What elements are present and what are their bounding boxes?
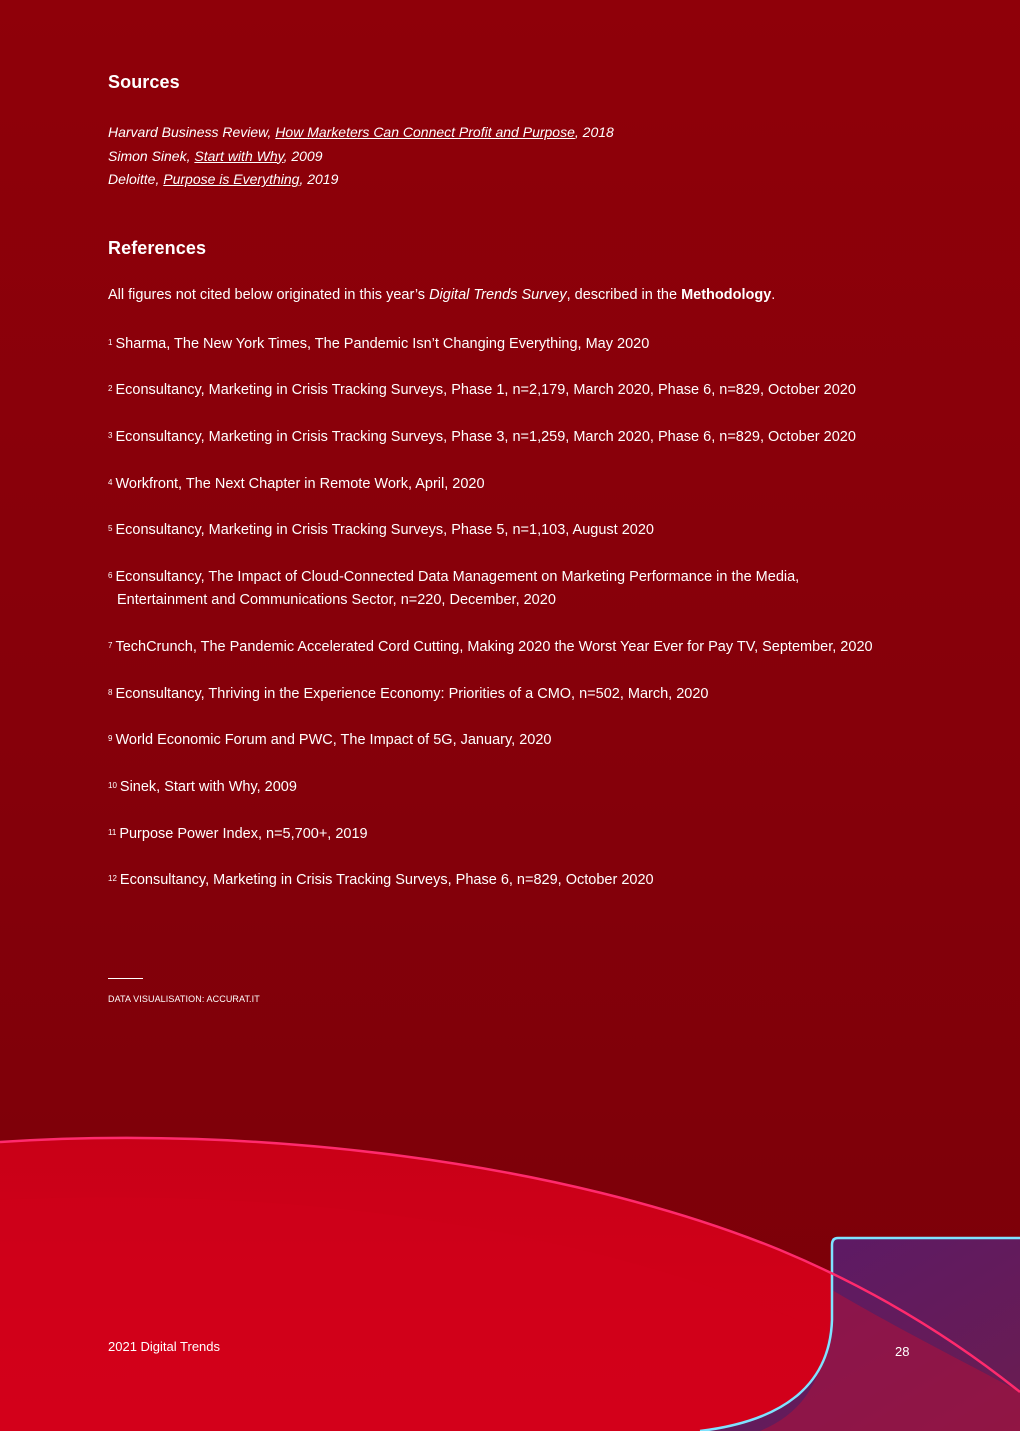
reference-item [108,333,649,356]
reference-text: Econsultancy, Marketing in Crisis Tracking Surveys, Phase 5, n=1,103, August 2020 [115,522,654,538]
footnote-number: 3 [108,431,113,440]
footnote-number: 4 [108,478,113,487]
footnote-number: 9 [108,734,113,743]
methodology-link[interactable]: Methodology [681,287,772,303]
reference-item [108,426,856,449]
reference-item [108,683,709,706]
reference-item [108,636,873,659]
reference-item [108,519,654,542]
page-number: 28 [895,1344,910,1359]
source-author: Harvard Business Review, [108,124,276,140]
credit-line: DATA VISUALISATION: ACCURAT.IT [108,994,260,1004]
source-year: , 2018 [574,124,614,140]
footer-title: 2021 Digital Trends [108,1339,221,1354]
source-link[interactable]: Purpose is Everything [163,171,300,187]
footnote-number: 11 [108,828,117,837]
sources-heading: Sources [108,72,180,92]
source-item [108,121,614,145]
reference-text: World Economic Forum and PWC, The Impact of 5G, January, 2020 [115,732,552,748]
reference-item [108,473,485,496]
references-intro [108,287,775,303]
source-year: , 2009 [283,147,323,164]
footnote-number: 10 [108,781,117,790]
sources-list [108,121,614,192]
intro-text: , described in the [566,287,682,303]
reference-item [108,776,297,799]
divider [108,978,143,979]
reference-text-continued: Entertainment and Communications Sector, n=220, December, 2020 [117,592,556,608]
source-item [108,168,614,192]
intro-text: . [771,287,776,303]
reference-item [108,869,654,892]
footnote-number: 1 [108,338,113,347]
source-item [108,145,614,169]
source-link[interactable]: How Marketers Can Connect Profit and Purpose [275,124,575,140]
intro-text: All figures not cited below originated in this year’s [108,287,430,303]
reference-item [108,823,368,846]
references-heading: References [108,238,207,258]
reference-text: Sinek, Start with Why, 2009 [119,779,297,795]
reference-item [108,566,799,612]
source-author: Deloitte, [108,171,164,187]
reference-text: Sharma, The New York Times, The Pandemic Isn’t Changing Everything, May 2020 [115,336,650,352]
footnote-number: 2 [108,384,113,393]
reference-item [108,379,856,402]
source-year: , 2019 [299,171,339,187]
reference-item [108,729,551,752]
source-link[interactable]: Start with Why [194,147,284,164]
reference-text: Econsultancy, The Impact of Cloud-Connected Data Management on Marketing Performance in the Media, [115,569,800,585]
reference-text: Econsultancy, Marketing in Crisis Tracking Surveys, Phase 1, n=2,179, March 2020, Phase 6, n=829, October 2020 [115,382,856,398]
survey-name: Digital Trends Survey [429,287,567,303]
source-author: Simon Sinek, [108,147,195,164]
footnote-number: 12 [108,874,117,883]
footnote-number: 6 [108,571,113,580]
reference-text: Econsultancy, Marketing in Crisis Tracking Surveys, Phase 6, n=829, October 2020 [119,872,654,888]
footnote-number: 5 [108,524,113,533]
reference-text: Econsultancy, Marketing in Crisis Tracking Surveys, Phase 3, n=1,259, March 2020, Phase 6, n=829, October 2020 [115,429,856,445]
reference-text: Econsultancy, Thriving in the Experience Economy: Priorities of a CMO, n=502, March, 2020 [115,686,709,702]
reference-text: Purpose Power Index, n=5,700+, 2019 [119,826,368,842]
footnote-number: 7 [108,641,113,650]
reference-text: Workfront, The Next Chapter in Remote Work, April, 2020 [115,476,485,492]
footnote-number: 8 [108,688,113,697]
reference-text: TechCrunch, The Pandemic Accelerated Cord Cutting, Making 2020 the Worst Year Ever for Pay TV, September, 2020 [115,639,873,655]
